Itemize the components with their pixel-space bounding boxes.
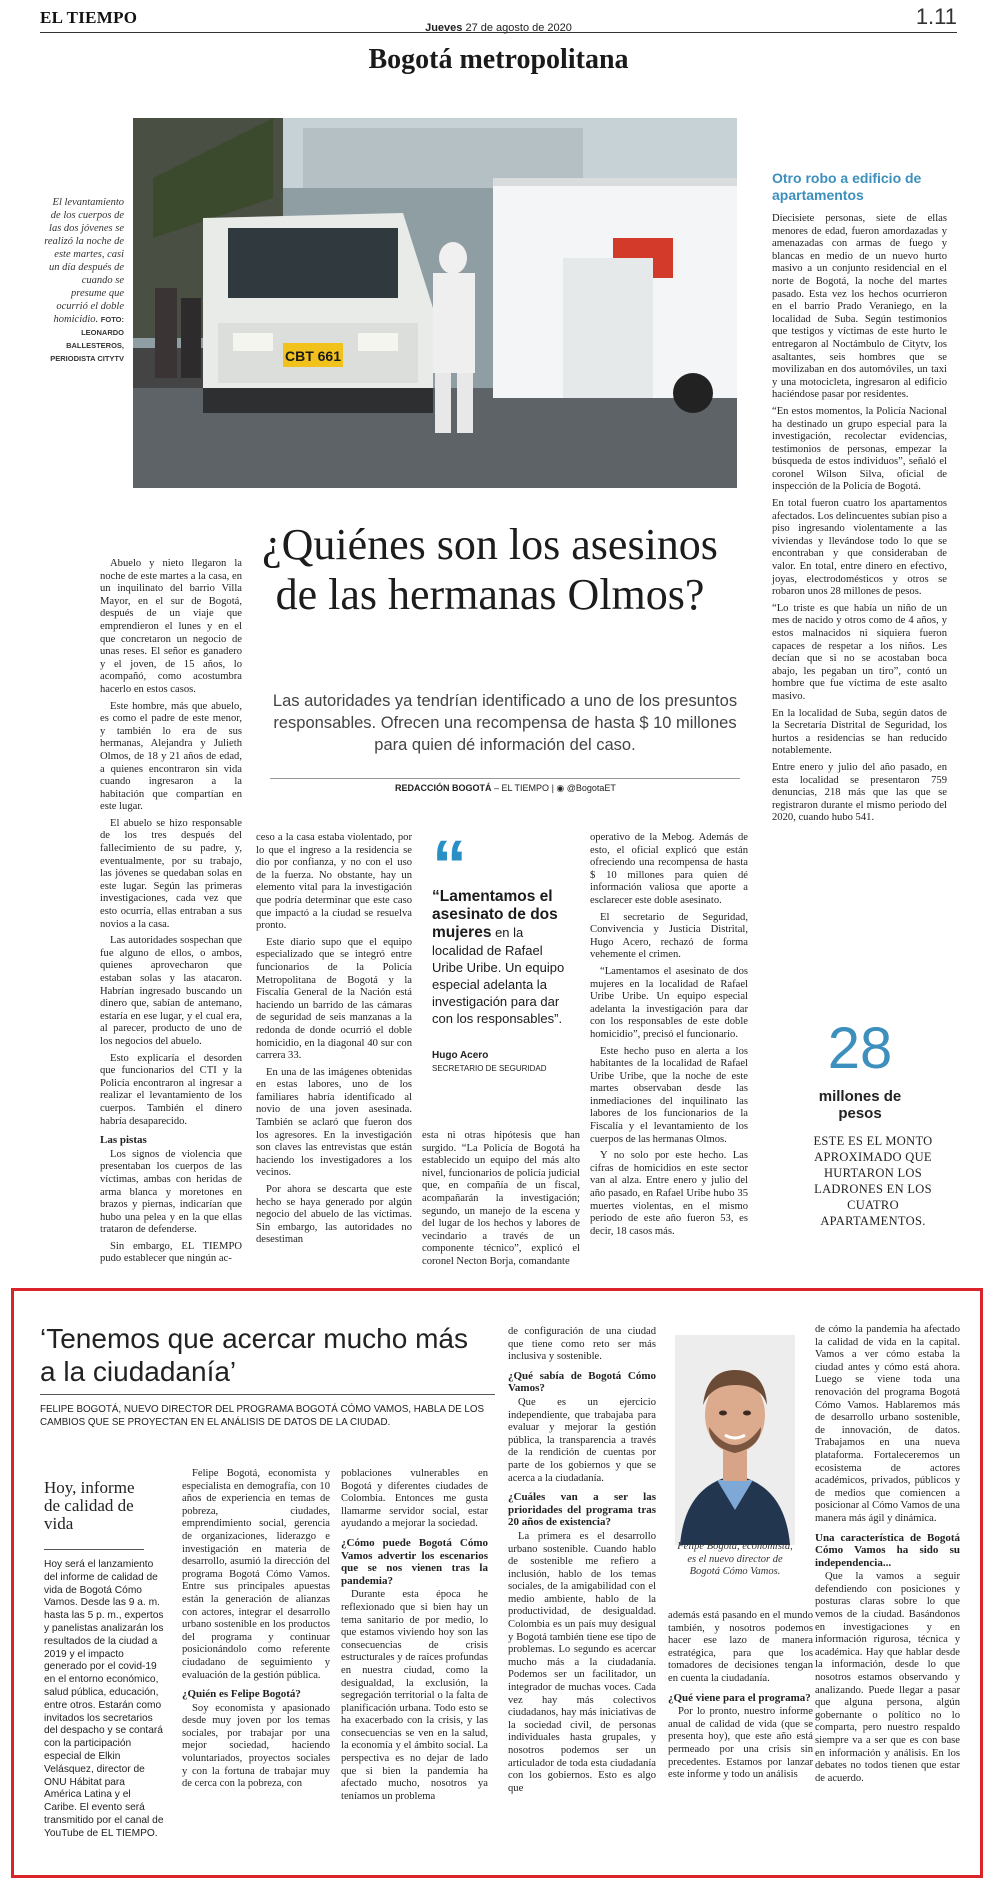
- big-number: 28: [827, 1016, 893, 1081]
- story-paragraph: Abuelo y nieto llegaron la noche de este martes a la casa, en un inquilinato del barrio Villa Mayor, en el sur de Bogotá, después de un viaje que emprendieron el lunes y en el que concretaron un negocio de unas reses. El señor es ganadero y el joven, de 15 años, lo acompañó, como acostumbra hacerlo en estos casos.: [100, 558, 242, 695]
- interview-column-2: [341, 1468, 488, 1807]
- portrait-illustration: [675, 1335, 795, 1545]
- interview-paragraph: poblaciones vulnerables en Bogotá y diferentes ciudades de Colombia. Entonces me gusta llamarme servidor social, estar ayudando a mejorar la sociedad.: [341, 1468, 488, 1530]
- byline-org: REDACCIÓN BOGOTÁ: [395, 783, 492, 793]
- info-box-text: Hoy será el lanzamiento del informe de calidad de vida de Bogotá Cómo Vamos. Desde las 9 a. m. hasta las 5 p. m., expertos y panelistas analizarán los resultados de la ciudad a 2019 y el impacto generado por el covid-19 en el entorno económico, salud pública, educación, entre otros. Estarán como invitados los secretarios del despacho y se contará con la participación especial de Elkin Velásquez, director de ONU Hábitat para América Latina y el Caribe. El evento será transmitido por el canal de YouTube de EL TIEMPO.: [44, 1559, 164, 1839]
- byline-rule: [270, 778, 740, 779]
- page-number: 1.11: [915, 4, 957, 29]
- story-paragraph: Esto explicaría el desorden que funcionarios del CTI y la Policía encontraron al ingresar a realizar el levantamiento de los cuerpos. También el dinero habría desaparecido.: [100, 1052, 242, 1127]
- interview-paragraph: La primera es el desarrollo urbano sostenible. Cuando hablo de sostenible me refiero a inclusión, hablo de los temas sociales, de la amigabilidad con el medio ambiente, hablo de la productividad, de desigualdad. Colombia es un país muy desigual y Bogotá también tiene ese tipo de problemas. Lo segundo es acercar mucho más a la ciudadanía. Podemos ser un facilitador, un integrador de muchas voces. Cada vez hay más colectivos ciudadanos, hay más iniciativas de la sociedad civil, de personas individuales hasta grupales, y nosotros podemos ser un articulador de toda esta ciudadanía con los gobiernos. Esto es algo que: [508, 1530, 656, 1794]
- story-paragraph: Este diario supo que el equipo especializado que se integró entre funcionarios de la Policía Metropolitana de Bogotá y la Fiscalía General de la Nación está haciendo un barrido de las cámaras de seguridad de seis manzanas a la redonda de donde ocurrió el doble homicidio, en la diagonal 40 sur con carrera 33.: [256, 936, 412, 1062]
- interview-title: ‘Tenemos que acercar mucho más a la ciudadanía’: [40, 1323, 468, 1387]
- header-rule: [40, 32, 957, 33]
- interview-column-5: [815, 1324, 960, 1789]
- interview-question: Una característica de Bogotá Cómo Vamos ha sido su independencia...: [815, 1531, 960, 1569]
- date-day: Jueves: [425, 22, 463, 34]
- story-paragraph: esta ni otras hipótesis que han surgido. “La Policía de Bogotá ha establecido un equipo del más alto nivel, funcionarios de policía judicial que, en compañía de un fiscal, acompañarán la investigación; segundo, un manejo de la escena y del lugar de los hechos y labores de vecindario a través de un componente técnico”, explicó el coronel Necton Borja, comandante: [422, 1130, 580, 1267]
- story-column-2: [256, 832, 412, 1251]
- pull-quote: [432, 888, 572, 1027]
- story-paragraph: Los signos de violencia que presentaban los cuerpos de las víctimas, ambas con heridas de arma blanca y moretones en brazos y piernas, indicarían que hubo una pelea y en la que ellas trataron de defenderse.: [100, 1148, 242, 1236]
- story-paragraph: En una de las imágenes obtenidas en estas labores, uno de los familiares habría identificado al novio de una joven asesinada. También se aclaró que fueron dos los agresores. En la investigación son claves las entrevistas que están haciendo los investigadores a los vecinos.: [256, 1066, 412, 1179]
- photo-caption: [44, 196, 124, 365]
- sidebar-paragraph: En la localidad de Suba, según datos de la Secretaría Distrital de Seguridad, los hurtos a residencias se han reducido notablemente.: [772, 707, 947, 757]
- interview-paragraph: Que es un ejercicio independiente, que trabajaba para evaluar y mejorar la gestión pública, la transparencia a través de la rendición de cuentas por parte de los gobiernos y que se acerca a la ciudadanía.: [508, 1396, 656, 1484]
- pull-quote-bold: “Lamentamos el asesinato de dos mujeres: [432, 888, 558, 941]
- interview-paragraph: Por lo pronto, nuestro informe anual de calidad de vida (que se presenta hoy), que este año está permeado por una crisis sin precedentes. Estamos por lanzar este informe y todo un análisis: [668, 1706, 813, 1781]
- big-number-text: ESTE ES EL MONTO APROXIMADO QUE HURTARON LOS LADRONES EN LOS CUATRO APARTAMENTOS.: [813, 1134, 933, 1228]
- sidebar-paragraph: “En estos momentos, la Policía Nacional ha destinado un grupo especial para la investigación, recolectar evidencias, testimonios de personas, empezar la búsqueda de estos individuos”, señaló el coronel Wilson Silva, oficial de inspección de la Policía de Bogotá.: [772, 405, 947, 493]
- story-paragraph: operativo de la Mebog. Además de esto, el oficial explicó que están ofreciendo una recompensa de hasta $ 10 millones para quien dé información valiosa que aporte a esclarecer este doble asesinato.: [590, 832, 748, 906]
- story-paragraph: Este hombre, más que abuelo, es como el padre de este menor, y también lo era de sus hermanas, Alejandra y Julieth Olmos, de 18 y 21 años de edad, a quienes encontraron sin vida cuando ingresaron a la habitación que compartían en este lugar.: [100, 700, 242, 813]
- story-paragraph: “Lamentamos el asesinato de dos mujeres en la localidad de Rafael Uribe Uribe. Un equipo especial adelanta la investigación para dar con los responsables de este doble homicidio”, precisó el funcionario.: [590, 965, 748, 1040]
- section-title: Bogotá metropolitana: [368, 44, 629, 75]
- story-column-4: [590, 832, 748, 1242]
- interview-question: ¿Cuáles van a ser las prioridades del programa tras 20 años de existencia?: [508, 1491, 656, 1529]
- crime-scene-illustration: [133, 118, 737, 488]
- interview-column-3: [508, 1326, 656, 1799]
- masthead: EL TIEMPO: [40, 8, 138, 27]
- sidebar-title: Otro robo a edificio de apartamentos: [772, 170, 922, 203]
- interview-question: ¿Qué viene para el programa?: [668, 1691, 811, 1704]
- interview-column-1: [182, 1468, 330, 1795]
- story-paragraph: El abuelo se hizo responsable de los tres después del fallecimiento de su padre, y, eventualmente, por su trabajo, las jóvenes se quedaban solas en este lugar. Según las primeras investigaciones, cada vez que esto ocurría, ellas entraban a sus novios a la casa.: [100, 817, 242, 930]
- sidebar-paragraph: En total fueron cuatro los apartamentos afectados. Los delincuentes subían piso a piso ingresando violentamente a las viviendas y llevándose todo lo que se encontraban y que consideraban de valor. En total, entre dinero en efectivo, joyas, electrodomésticos y otros se robaron unos 28 millones de pesos.: [772, 498, 947, 598]
- big-number-unit: millones de pesos: [818, 1088, 902, 1122]
- photo-credit: FOTO: LEONARDO BALLESTEROS, PERIODISTA CITYTV: [50, 315, 124, 363]
- story-column-1: [100, 558, 242, 1270]
- interview-paragraph: de cómo la pandemia ha afectado la calidad de vida en la capital. Vamos a ver cómo estaba la ciudad antes y cómo está ahora. Luego se viene toda una renovación del programa Bogotá Cómo Vamos. Hablaremos más de desarrollo urbano sostenible, de innovación, de datos. Trabajamos en una nueva plataforma. Fortaleceremos un ecosistema de actores académicos, privados, públicos y de medios que comiencen a posicionar al Cómo Vamos de una manera más ágil y dinámica.: [815, 1324, 960, 1524]
- license-plate: CBT 661: [284, 348, 342, 364]
- interview-paragraph: Que la vamos a seguir defendiendo con posiciones y posturas claras sobre lo que vemos de la ciudad. Basándonos en investigaciones y en información rigurosa, técnica y académica. Hay que hablar desde la información, desde lo que nosotros estamos observando y analizando. Puede llegar a pasar que alguna persona, algún gobernante o político no lo comparta, pero nuestro respaldo siempre va a ser que es con base en información y análisis. En los debates no todos tienen que estar de acuerdo.: [815, 1571, 960, 1784]
- story-paragraph: Por ahora se descarta que este hecho se haya generado por algún negocio del abuelo de las víctimas. Sin embargo, las autoridades no desestiman: [256, 1184, 412, 1246]
- main-deck: Las autoridades ya tendrían identificado a uno de los presuntos responsables. Ofrecen una recompensa de hasta $ 10 millones para quien dé información del caso.: [272, 692, 738, 754]
- crime-scene-photo: [133, 118, 737, 488]
- interview-paragraph: además está pasando en el mundo también, y nosotros podemos hacer ese lazo de manera estratégica, para que los tomadores de decisiones tengan en cuenta la ciudadanía.: [668, 1610, 813, 1684]
- story-paragraph: Y no solo por este hecho. Las cifras de homicidios en este sector van al alza. Entre enero y julio del año pasado, en Rafael Uribe hubo 35 muertes violentas, en el mismo periodo de este año fueron 53, es decir, 18 casos más.: [590, 1150, 748, 1237]
- twitter-icon: | ◉: [551, 783, 567, 793]
- interview-paragraph: de configuración de una ciudad que tiene como reto ser más inclusiva y sostenible.: [508, 1326, 656, 1363]
- pull-quote-role: SECRETARIO DE SEGURIDAD: [432, 1064, 547, 1073]
- story-paragraph: Este hecho puso en alerta a los habitantes de la localidad de Rafael Uribe Uribe, que la noche de este martes observaban desde las inmediaciones del inquilinato las labores de los funcionarios de la Fiscalía y el levantamiento de los cuerpos de las hermanas Olmos.: [590, 1045, 748, 1145]
- info-box-rule: [44, 1549, 144, 1550]
- story-paragraph: El secretario de Seguridad, Convivencia y Justicia Distrital, Hugo Acero, rechazó de forma vehemente el crimen.: [590, 911, 748, 961]
- byline: [395, 783, 616, 794]
- interview-paragraph: Durante esta época he reflexionado que si bien hay un tema sanitario de por medio, lo que estamos viviendo hoy son las consecuencias de crisis estructurales y de raíces profundas en nuestra ciudad, como la desigualdad, la exclusión, la segregación territorial o la falta de planificación urbana. Todo esto se ha exacerbado con la crisis, y las consecuencias se ven en la salud, la economía y el ámbito social. La perspectiva es no dejar de lado que si bien la pandemia ha afectado mucho, nosotros ya teníamos un problema: [341, 1589, 488, 1802]
- interview-question: ¿Qué sabía de Bogotá Cómo Vamos?: [508, 1369, 656, 1395]
- photo-caption-text: El levantamiento de los cuerpos de las dos jóvenes se realizó la noche de este martes, casi un día después de cuando se presume que ocurrió el doble homicidio.: [44, 197, 124, 325]
- byline-handle: @BogotaET: [566, 783, 616, 793]
- interview-column-4: [668, 1610, 813, 1786]
- info-box-title: Hoy, informe de calidad de vida: [44, 1478, 135, 1533]
- interview-question: ¿Quién es Felipe Bogotá?: [182, 1688, 301, 1701]
- story-paragraph: Sin embargo, EL TIEMPO pudo establecer que ningún ac-: [100, 1240, 242, 1265]
- interview-deck: FELIPE BOGOTÁ, NUEVO DIRECTOR DEL PROGRAMA BOGOTÁ CÓMO VAMOS, HABLA DE LOS CAMBIOS QUE SE PROYECTAN EN EL ANÁLISIS DE DATOS DE LA CIUDAD.: [40, 1404, 485, 1428]
- story-paragraph: ceso a la casa estaba violentado, por lo que el ingreso a la residencia se dio por confianza, y no con el uso de la fuerza. No obstante, hay un elemento vital para la investigación que podría determinar que este caso que impactó a la ciudad se resuelva pronto.: [256, 832, 412, 932]
- portrait-photo: [675, 1335, 795, 1545]
- interview-paragraph: Soy economista y apasionado desde muy joven por los temas sociales, por trabajar por una mejor sociedad, haciendo voluntariados, proyectos sociales y con la fortuna de trabajar muy de cerca con la pobreza, con: [182, 1702, 330, 1790]
- pull-quote-author: Hugo Acero: [432, 1050, 489, 1061]
- interview-paragraph: Felipe Bogotá, economista y especialista en demografía, con 10 años de experiencia en temas de pobreza, ciudades, emprendimiento social, gerencia de organizaciones, liderazgo e investigación en materia de desarrollo, asumió la dirección del programa Bogotá Cómo Vamos. Entre sus principales apuestas están la generación de alianzas con actores, integrar el desarrollo urbano sostenible en los productos del programa y continuar posicionándolo como referente ciudadano de seguimiento y evaluación de la gestión pública.: [182, 1468, 330, 1681]
- sidebar-paragraph: Diecisiete personas, siete de ellas menores de edad, fueron amordazadas y amenazadas con armas de fuego y blancas en medio de un nuevo hurto masivo a un conjunto residencial en el norte de Bogotá, la noche del martes pasado. Esta vez los hechos ocurrieron en el barrio Prado Veraniego, en la localidad de Suba. Según testimonios que testigos y víctimas de este hurto le entregaron al Noctámbulo de Citytv, los asaltantes, seis hombres que se movilizaban en dos automóviles, un taxi y una motocicleta, ingresaron al edificio haciéndose pasar por residentes.: [772, 213, 947, 401]
- sidebar-paragraph: “Lo triste es que había un niño de un mes de nacido y otros como de 4 años, y estos malnacidos ni siquiera fueron capaces de respetar a los niños. Les decían que si no se acostaban boca abajo, les pegaban un tiro”, contó un hombre que fue víctima de este asalto masivo.: [772, 602, 947, 702]
- portrait-caption: Felipe Bogotá, economista, es el nuevo director de Bogotá Cómo Vamos.: [677, 1541, 793, 1577]
- sidebar-body: [772, 213, 947, 829]
- date-rest: 27 de agosto de 2020: [465, 22, 572, 34]
- quote-mark-icon: “: [432, 826, 467, 904]
- main-headline: ¿Quiénes son los asesinos de las hermanas Olmos?: [262, 520, 718, 619]
- story-subhead: Las pistas: [100, 1134, 147, 1147]
- interview-question: ¿Cómo puede Bogotá Cómo Vamos advertir los escenarios que se nos vienen tras la pandemia?: [341, 1536, 488, 1587]
- story-paragraph: Las autoridades sospechan que fue alguno de ellos, o ambos, quienes aprovecharon que estaban solas y las atacaron. Habrían ingresado buscando un dinero que, sabían de antemano, estaría en ese lugar, y el cual era, al parecer, producto de uno de los negocios del abuelo.: [100, 935, 242, 1047]
- interview-rule: [40, 1394, 495, 1395]
- byline-paper: – EL TIEMPO: [494, 783, 550, 793]
- story-column-3: [422, 1130, 580, 1273]
- sidebar-paragraph: Entre enero y julio del año pasado, en esta localidad se presentaron 759 denuncias, 218 más que las que se registraron durante el mismo periodo del 2020, cuando hubo 541.: [772, 761, 947, 824]
- pull-quote-rest: en la localidad de Rafael Uribe Uribe. Un equipo especial adelanta la investigación para dar con los responsables”.: [432, 925, 565, 1026]
